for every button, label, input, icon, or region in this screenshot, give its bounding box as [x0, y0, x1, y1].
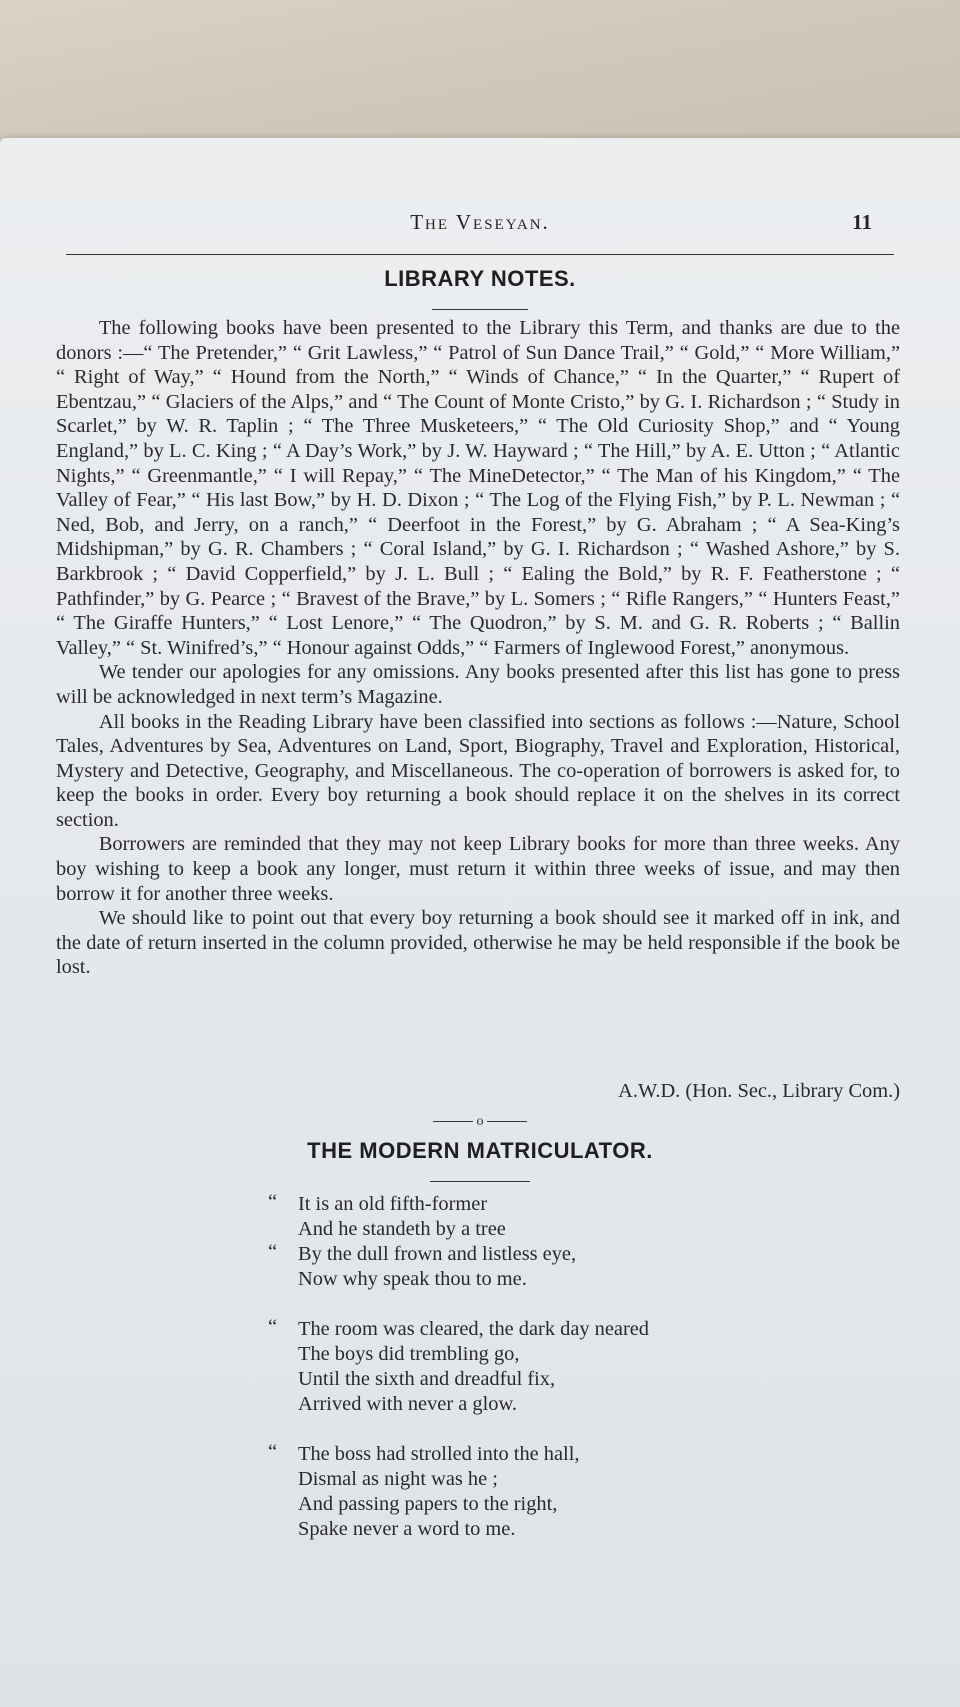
running-head: [0, 210, 960, 240]
header-rule: [66, 254, 894, 255]
poem-stanza: [268, 1442, 868, 1542]
poem-verse: Now why speak thou to me.: [298, 1268, 527, 1290]
poem-stanza: [268, 1317, 868, 1417]
section-separator: [0, 1114, 960, 1130]
separator-line-right: [487, 1121, 527, 1122]
poem-verse: Arrived with never a glow.: [298, 1393, 517, 1415]
library-notes-paragraph: All books in the Reading Library have been classified into sections as follows :—Nature, School Tales, Adventures by Sea, Adventures on Land, Sport, Biography, Travel and Exploration, Historical, Mystery and Detective, Geography, and Miscellaneous. The co-operation of borrowers is asked for, to keep the books in order. Every boy returning a book should replace it on the shelves in its correct section.: [56, 710, 900, 831]
poem-verse: “ The boss had strolled into the hall,: [268, 1442, 868, 1467]
desk-surface: [0, 0, 960, 150]
separator-line-left: [433, 1121, 473, 1122]
poem-verse: Spake never a word to me.: [298, 1518, 516, 1540]
library-notes-body: [56, 316, 900, 980]
poem-verse: The boys did trembling go,: [298, 1343, 520, 1365]
poem-stanza: [268, 1192, 868, 1292]
poem-verse: “ By the dull frown and listless eye,: [268, 1242, 868, 1267]
poem-verse: “ It is an old fifth-former: [268, 1192, 868, 1217]
heading-underline: [430, 1181, 530, 1182]
library-notes-paragraph: Borrowers are reminded that they may not keep Library books for more than three weeks. Any boy wishing to keep a book any longer, must return it within three weeks of issue, and may then borrow it for another three weeks.: [56, 833, 900, 905]
page-number: 11: [852, 210, 872, 234]
running-title: The Veseyan.: [410, 210, 550, 234]
library-notes-paragraph: We should like to point out that every boy returning a book should see it marked off in ink, and the date of return inserted in the column provided, otherwise he may be held responsible if the book be lost.: [56, 907, 900, 979]
library-notes-heading: LIBRARY NOTES.: [384, 266, 576, 291]
magazine-page: [0, 138, 960, 1707]
poem-verse: And he standeth by a tree: [298, 1218, 506, 1240]
poem: [268, 1192, 868, 1567]
poem-verse: Until the sixth and dreadful fix,: [298, 1368, 556, 1390]
library-notes-signature: A.W.D. (Hon. Sec., Library Com.): [618, 1080, 900, 1102]
library-notes-paragraph: We tender our apologies for any omissions. Any books presented after this list has gone to press will be acknowledged in next term’s Magazine.: [56, 661, 900, 708]
poem-verse: And passing papers to the right,: [298, 1493, 558, 1515]
heading-underline: [432, 309, 528, 310]
poem-verse: “ The room was cleared, the dark day neared: [268, 1317, 868, 1342]
poem-verse: Dismal as night was he ;: [298, 1468, 498, 1490]
library-notes-paragraph: The following books have been presented to the Library this Term, and thanks are due to the donors :—“ The Pretender,” “ Grit Lawless,” “ Patrol of Sun Dance Trail,” “ Gold,” “ More William,” “ Right of Way,” “ Hound from the North,” “ Winds of Chance,” “ In the Quarter,” “ Rupert of Ebentzau,” “ Glaciers of the Alps,” and “ The Count of Monte Cristo,” by G. I. Richardson ; “ Study in Scarlet,” by W. R. Taplin ; “ The Three Musketeers,” “ The Old Curiosity Shop,” and “ Young England,” by L. C. King ; “ A Day’s Work,” by J. W. Hayward ; “ The Hill,” by A. E. Utton ; “ Atlantic Nights,” “ Greenmantle,” “ I will Repay,” “ The MineDetector,” “ The Man of his Kingdom,” “ The Valley of Fear,” “ His last Bow,” by H. D. Dixon ; “ The Log of the Flying Fish,” by P. L. Newman ; “ Ned, Bob, and Jerry, on a ranch,” “ Deerfoot in the Forest,” by G. Abraham ; “ A Sea-King’s Midshipman,” by G. R. Chambers ; “ Coral Island,” by G. I. Richardson ; “ Washed Ashore,” by S. Barkbrook ; “ David Copperfield,” by J. L. Bull ; “ Ealing the Bold,” by R. F. Featherstone ; “ Pathfinder,” by G. Pearce ; “ Bravest of the Brave,” by L. Somers ; “ Rifle Rangers,” “ Hunters Feast,” “ The Giraffe Hunters,” “ Lost Lenore,” “ The Quodron,” by S. M. and G. R. Roberts ; “ Ballin Valley,” “ St. Winifred’s,” “ Honour against Odds,” “ Farmers of Inglewood Forest,” anonymous.: [56, 317, 900, 659]
matriculator-heading: THE MODERN MATRICULATOR.: [307, 1138, 653, 1163]
separator-glyph: o: [476, 1114, 484, 1129]
